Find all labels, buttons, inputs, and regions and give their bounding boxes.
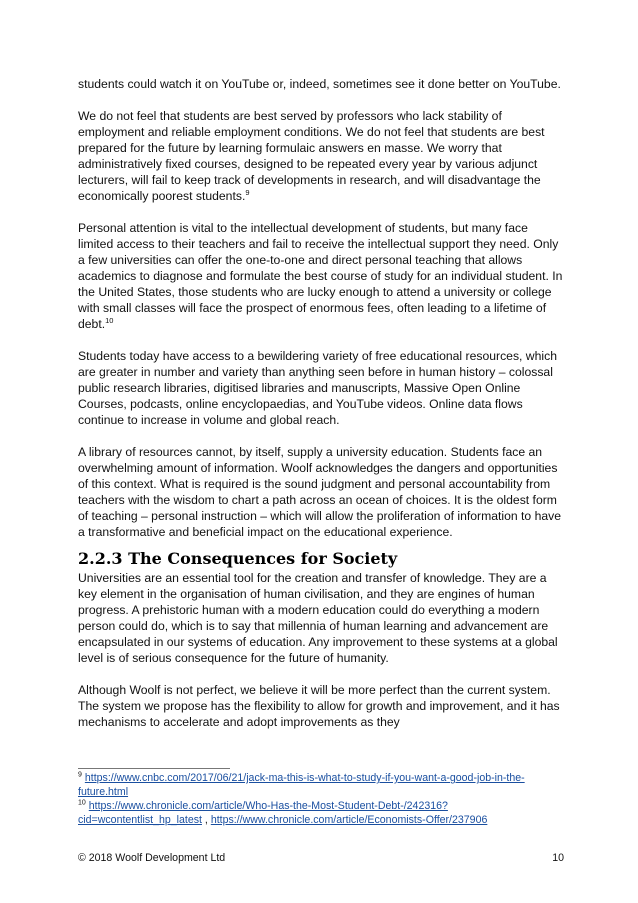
paragraph-5: A library of resources cannot, by itself, supply a university education. Students face an overwhelming amount of information. Woolf acknowledges the dangers and opportunities of this context. What is required is the sound judgment and personal accountability from teachers with the wisdom to chart a path across an ocean of choices. It is the oldest form of teaching – personal instruction – which will allow the proliferation of information to have a transformative and beneficial impact on the educational experience. xyxy=(78,445,562,539)
page-footer xyxy=(78,851,564,865)
paragraph-4: Students today have access to a bewildering variety of free educational resources, which are greater in number and variety than anything seen before in human history – colossal public research libraries, digitised libraries and manuscripts, Massive Open Online Courses, podcasts, online encyclopaedias, and YouTube videos. Online data flows continue to increase in volume and global reach. xyxy=(78,349,557,427)
footnote-ref-9[interactable]: 9 xyxy=(245,187,250,197)
section-paragraph-2: Although Woolf is not perfect, we believe it will be more perfect than the current system. The system we propose has the flexibility to allow for growth and improvement, and it has mechanisms to accelerate and adopt improvements as they xyxy=(78,683,560,729)
footnote-number: 9 xyxy=(78,771,82,779)
footnote-link[interactable]: https://www.chronicle.com/article/Who-Has-the-Most-Student-Debt-/242316?cid=wcontentlist_hp_latest xyxy=(78,800,448,826)
body-text xyxy=(78,76,564,746)
footnote-10 xyxy=(78,799,564,827)
paragraph-2: We do not feel that students are best served by professors who lack stability of employment and reliable employment conditions. We do not feel that students are best prepared for the future by learning formulaic answers en masse. We worry that administratively fixed courses, designed to be repeated every year by various adjunct lecturers, will fail to keep track of developments in research, and will disadvantage the economically poorest students.$^9$ xyxy=(78,109,545,203)
section-heading: 2.2.3 The Consequences for Society xyxy=(78,549,398,568)
footnotes xyxy=(78,771,564,827)
footnote-ref-10[interactable]: 10 xyxy=(105,315,114,325)
paragraph-1: students could watch it on YouTube or, indeed, sometimes see it done better on YouTube. xyxy=(78,77,561,91)
footnote-9 xyxy=(78,771,564,799)
footnote-number: 10 xyxy=(78,799,86,807)
footnote-link[interactable]: https://www.cnbc.com/2017/06/21/jack-ma-this-is-what-to-study-if-you-want-a-good-job-in-the-future.html xyxy=(78,772,525,798)
footnote-link[interactable]: https://www.chronicle.com/article/Economists-Offer/237906 xyxy=(210,814,488,826)
section-paragraph-1: Universities are an essential tool for the creation and transfer of knowledge. They are a key element in the organisation of human civilisation, and they are engines of human progress. A prehistoric human with a modern education could do everything a modern person could do, which is to say that millennia of human learning and advancement are encapsulated in our systems of education. Any improvement to these systems at a global level is of serious consequence for the future of humanity. xyxy=(78,571,558,665)
footnote-divider xyxy=(78,768,230,769)
page-number: 10 xyxy=(552,852,564,864)
copyright-text: © 2018 Woolf Development Ltd xyxy=(78,852,226,864)
footnote-separator: , xyxy=(201,814,211,826)
paragraph-3: Personal attention is vital to the intellectual development of students, but many face limited access to their teachers and fail to receive the intellectual support they need. Only a few universities can offer the one-to-one and direct personal teaching that allows academics to diagnose and formulate the best course of study for an individual student. In the United States, those students who are lucky enough to attend a university or college with small classes will face the prospect of enormous fees, often leading to a lifetime of debt.$^{10}$ xyxy=(78,221,563,331)
